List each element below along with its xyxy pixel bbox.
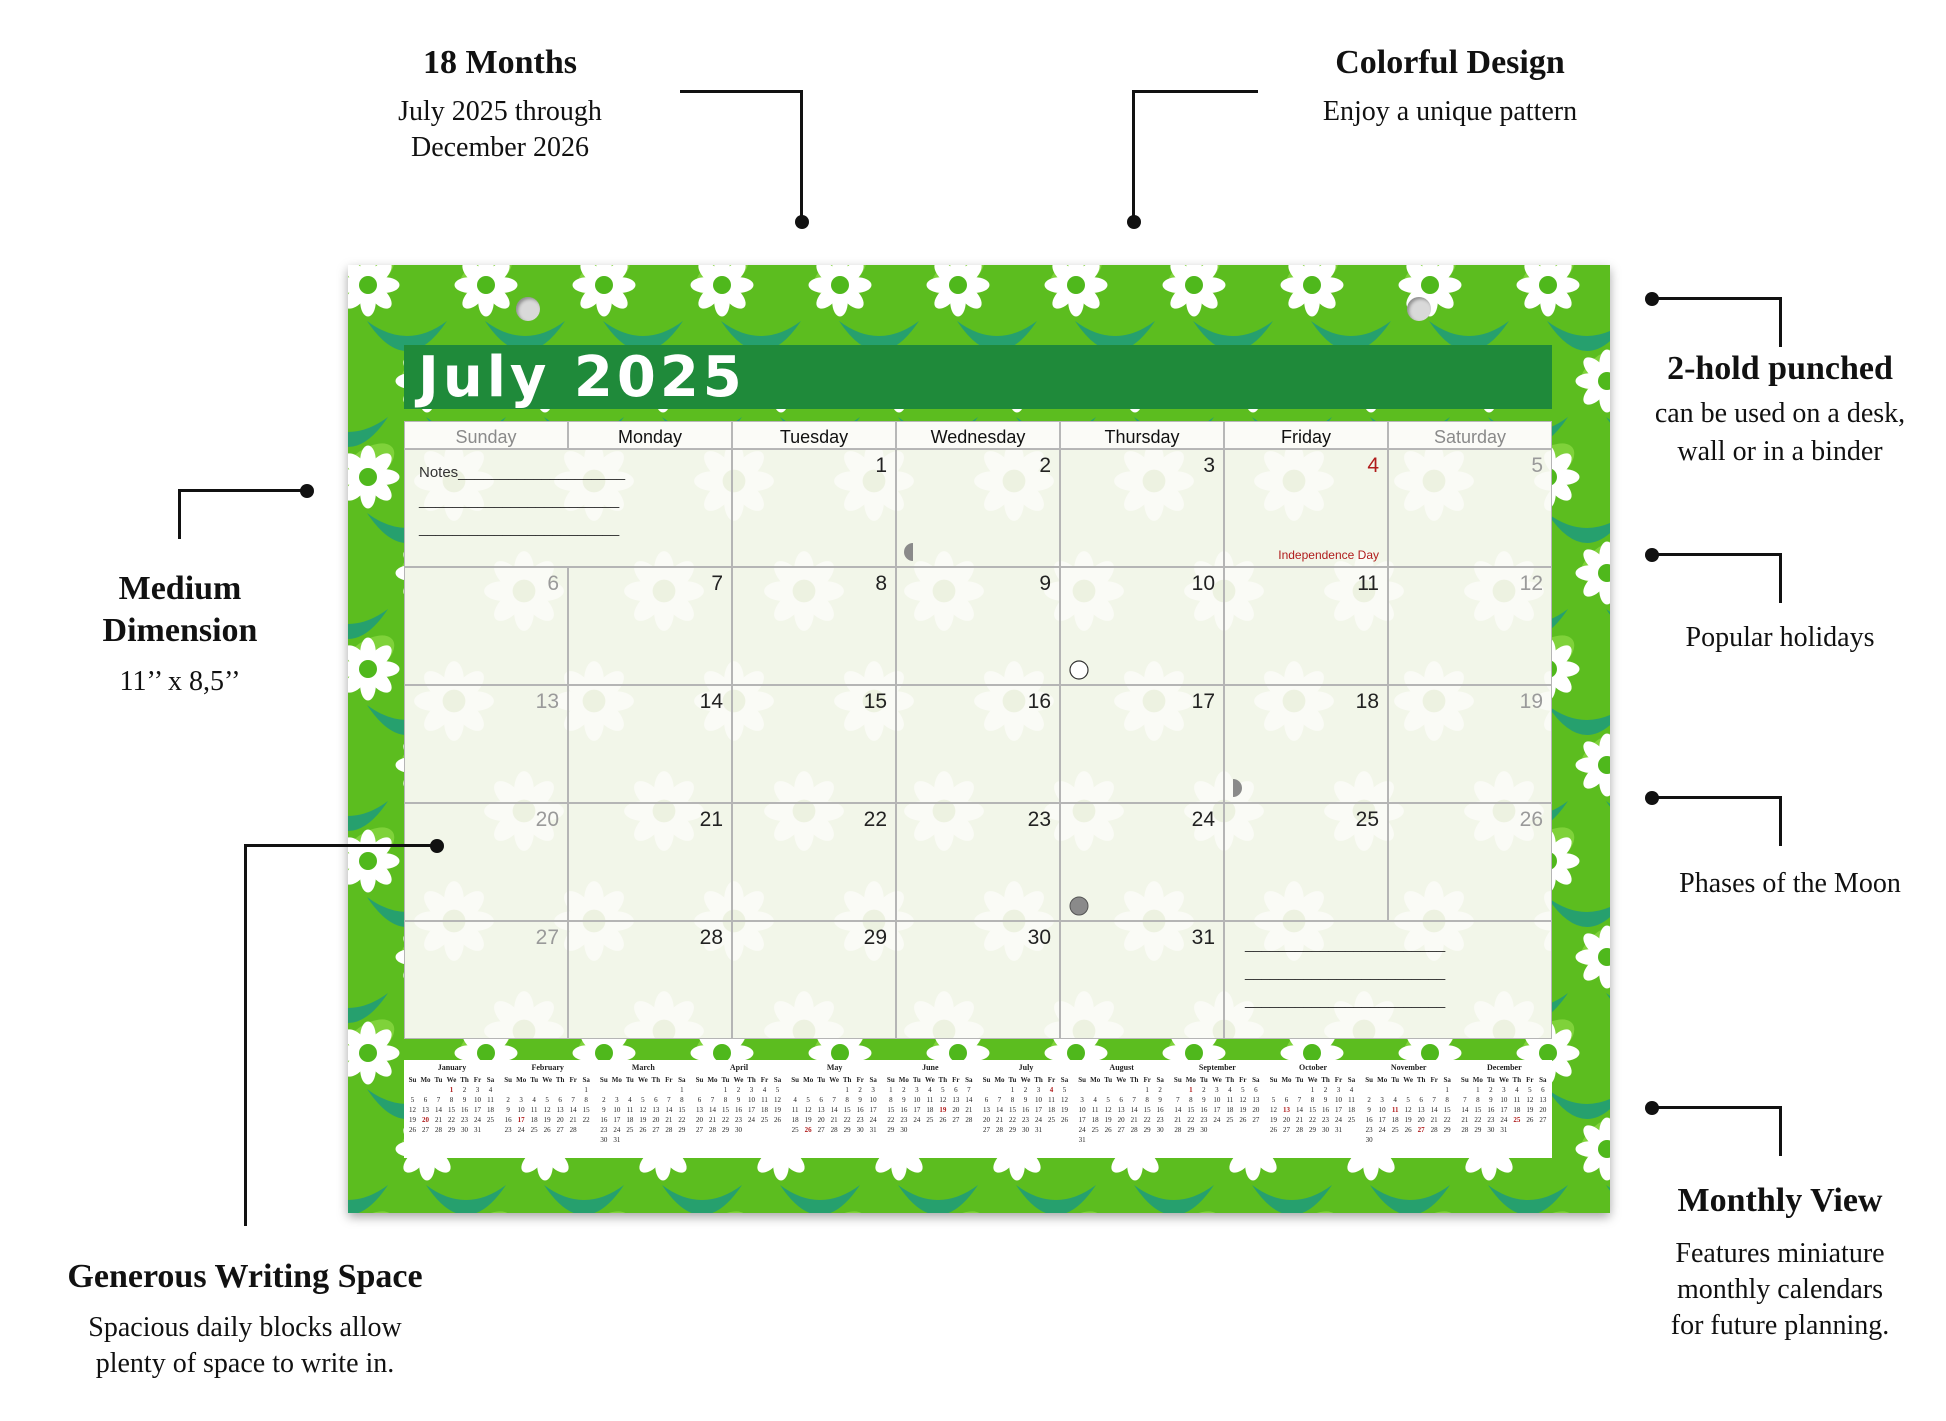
mini-month-name: June: [922, 1063, 939, 1072]
mini-month-february: [502, 1063, 594, 1135]
mini-week-row: 13 14 15 16 17 18 19: [983, 1106, 1068, 1114]
day-cell[interactable]: [404, 803, 568, 921]
day-number: 1: [875, 454, 887, 477]
leader-line: [1779, 297, 1782, 347]
day-number: 10: [1191, 572, 1215, 595]
day-cell[interactable]: [1060, 921, 1224, 1039]
mini-week-row: 28 29 30: [1174, 1126, 1208, 1134]
mini-week-row: 8 9 10 11 12 13 14: [889, 1096, 973, 1104]
day-cell[interactable]: [1388, 803, 1552, 921]
mini-weekday-row: Su Mo Tu We Th Fr Sa: [695, 1076, 782, 1084]
day-cell[interactable]: [1060, 449, 1224, 567]
day-cell[interactable]: [404, 921, 568, 1039]
mini-week-row: 13 14 15 16 17 18 19: [696, 1106, 781, 1114]
leader-line: [800, 90, 803, 220]
day-cell[interactable]: [1224, 803, 1388, 921]
callout-text: can be used on a desk,: [1654, 398, 1906, 429]
day-number: 15: [863, 690, 887, 713]
mini-month-september: [1171, 1063, 1263, 1135]
mini-week-row: 23 24 25 26 27 28 29: [600, 1126, 686, 1134]
day-number: 4: [1367, 454, 1379, 477]
day-number: 18: [1355, 690, 1379, 713]
day-number: 16: [1027, 690, 1051, 713]
day-cell[interactable]: [1060, 803, 1224, 921]
day-number: 14: [699, 690, 723, 713]
mini-month-name: December: [1487, 1063, 1522, 1072]
mini-week-row: 6 7 8 9 10 11 12: [984, 1096, 1068, 1104]
mini-month-name: September: [1198, 1063, 1236, 1072]
leader-dot: [795, 215, 809, 229]
mini-week-row: 9 10 11 12 13 14 15: [602, 1106, 686, 1114]
day-number: 23: [1027, 808, 1051, 831]
day-cell[interactable]: [568, 921, 732, 1039]
mini-month-name: January: [437, 1063, 467, 1072]
mini-week-row: 16 17 18 19 20 21 22: [1365, 1116, 1451, 1124]
punch-hole-left: [516, 297, 540, 321]
day-cell[interactable]: [1388, 567, 1552, 685]
day-number: 24: [1191, 808, 1215, 831]
callout-text: Popular holidays: [1685, 622, 1875, 653]
mini-week-row: 21 22 23 24 25 26 27: [1461, 1116, 1547, 1124]
day-number: 22: [863, 808, 887, 831]
mini-week-row: 6 7 8 9 10 11 12: [697, 1096, 781, 1104]
leader-line: [1779, 1106, 1782, 1156]
callout-text: for future planning.: [1670, 1310, 1890, 1341]
mini-week-row: 2 3 4 5 6 7 8: [1367, 1096, 1449, 1104]
callout-text: July 2025 through: [398, 96, 602, 127]
callout-text: Features miniature: [1675, 1238, 1885, 1269]
mini-week-row: 25 26 27 28 29 30 31: [791, 1126, 877, 1134]
mini-week-row: 10 11 12 13 14 15 16: [1078, 1106, 1164, 1114]
mini-week-row: 31: [1078, 1136, 1086, 1144]
leader-line: [1652, 297, 1782, 300]
day-number: 25: [1355, 808, 1379, 831]
callout-title: 2-hold punched: [1667, 350, 1893, 387]
notes-line: ________________________: [1245, 992, 1446, 1009]
mini-week-row: 18 19 20 21 22 23 24: [791, 1116, 877, 1124]
day-number: 7: [711, 572, 723, 595]
day-number: 19: [1519, 690, 1543, 713]
notes-line: ________________________: [1245, 964, 1446, 981]
leader-line: [1132, 90, 1135, 220]
day-cell[interactable]: [568, 567, 732, 685]
day-number: 21: [699, 808, 723, 831]
mini-week-row: 15 16 17 18 19 20 21: [887, 1106, 973, 1114]
mini-week-row: 30 31: [600, 1136, 621, 1144]
mini-month-march: [597, 1063, 689, 1145]
callout-text: plenty of space to write in.: [95, 1348, 395, 1379]
day-cell[interactable]: [1224, 567, 1388, 685]
mini-month-may: [789, 1063, 881, 1135]
mini-week-row: 9 10 11 12 13 14 15: [506, 1106, 590, 1114]
notes-line: ________________________: [1245, 936, 1446, 953]
day-cell[interactable]: [732, 685, 896, 803]
day-cell[interactable]: [896, 685, 1060, 803]
mini-month-name: August: [1109, 1063, 1134, 1072]
day-cell[interactable]: [732, 921, 896, 1039]
mini-month-name: July: [1018, 1063, 1034, 1072]
day-number: 13: [535, 690, 559, 713]
mini-week-row: 1 2 3: [845, 1086, 875, 1094]
mini-month-july: [980, 1063, 1072, 1135]
mini-week-row: 9 10 11 12 13 14 15: [1367, 1106, 1451, 1114]
leader-dot: [300, 484, 314, 498]
callout-text: Phases of the Moon: [1679, 868, 1901, 899]
day-number: 11: [1357, 572, 1379, 595]
leader-line: [1652, 1106, 1782, 1109]
mini-week-row: 3 4 5 6 7 8 9: [1080, 1096, 1162, 1104]
leader-line: [1652, 553, 1782, 556]
mini-week-row: 2 3 4 5 6 7 8: [506, 1096, 588, 1104]
day-cell[interactable]: [732, 567, 896, 685]
mini-month-january: [406, 1063, 498, 1135]
mini-week-row: 1 2 3 4 5 6: [1189, 1086, 1258, 1094]
notes-line: ________________________: [419, 492, 620, 509]
full-moon-moon-icon: [1069, 660, 1089, 680]
desk-calendar: [348, 265, 1610, 1213]
mini-week-row: 5 6 7 8 9 10 11: [410, 1096, 494, 1104]
day-cell[interactable]: [1060, 567, 1224, 685]
mini-week-row: 22 23 24 25 26 27 28: [887, 1116, 973, 1124]
mini-week-row: 11 12 13 14 15 16 17: [791, 1106, 877, 1114]
day-number: 28: [699, 926, 723, 949]
leader-line: [1132, 90, 1258, 93]
leader-line: [178, 489, 181, 539]
day-cell[interactable]: [896, 567, 1060, 685]
mini-weekday-row: Su Mo Tu We Th Fr Sa: [408, 1076, 495, 1084]
mini-week-row: 20 21 22 23 24 25 26: [983, 1116, 1068, 1124]
day-cell[interactable]: [732, 803, 896, 921]
day-cell[interactable]: [1388, 449, 1552, 567]
mini-week-row: 1: [680, 1086, 684, 1094]
notes-label: Notes____________________: [419, 464, 626, 481]
mini-weekday-row: Su Mo Tu We Th Fr Sa: [982, 1076, 1069, 1084]
leader-line: [1779, 796, 1782, 846]
mini-month-november: [1363, 1063, 1455, 1145]
mini-week-row: 1 2 3 4 5 6: [1476, 1086, 1545, 1094]
callout-text: wall or in a binder: [1677, 436, 1883, 467]
mini-month-june: [884, 1063, 976, 1135]
leader-line: [680, 90, 802, 93]
mini-week-row: 21 22 23 24 25 26 27: [1174, 1116, 1260, 1124]
weekday-header-wednesday: Wednesday: [896, 421, 1060, 449]
day-cell[interactable]: [1060, 685, 1224, 803]
mini-weekday-row: Su Mo Tu We Th Fr Sa: [504, 1076, 590, 1084]
day-number: 6: [547, 572, 559, 595]
mini-week-row: 19 20 21 22 23 24 25: [409, 1116, 494, 1124]
mini-week-row: 29 30: [887, 1126, 908, 1134]
day-cell[interactable]: [896, 803, 1060, 921]
mini-week-row: 28 29 30 31: [1461, 1126, 1508, 1134]
mini-week-row: 16 17 18 19 20 21 22: [504, 1116, 590, 1124]
mini-week-row: 26 27 28 29 30 31: [1270, 1126, 1342, 1134]
callout-title: 18 Months: [423, 44, 577, 81]
weekday-header-saturday: Saturday: [1388, 421, 1552, 449]
mini-week-row: 1: [1445, 1086, 1449, 1094]
day-number: 2: [1039, 454, 1051, 477]
mini-weekday-row: Su Mo Tu We Th Fr Sa: [1173, 1076, 1260, 1084]
leader-line: [244, 844, 247, 1226]
mini-week-row: 1 2 3 4: [1310, 1086, 1354, 1094]
mini-weekday-row: Su Mo Tu We Th Fr Sa: [1460, 1076, 1547, 1084]
mini-week-row: 23 24 25 26 27 28: [504, 1126, 577, 1134]
mini-week-row: 7 8 9 10 11 12 13: [1176, 1096, 1260, 1104]
callout-text: December 2026: [410, 132, 590, 163]
day-cell[interactable]: [896, 921, 1060, 1039]
notes-line: ________________________: [419, 520, 620, 537]
mini-week-row: 17 18 19 20 21 22 23: [1078, 1116, 1164, 1124]
mini-weekday-row: Su Mo Tu We Th Fr Sa: [1078, 1076, 1164, 1084]
mini-month-december: [1458, 1063, 1550, 1135]
leader-line: [178, 489, 302, 492]
weekday-header-thursday: Thursday: [1060, 421, 1224, 449]
mini-week-row: 2 3 4 5 6 7 8: [602, 1096, 684, 1104]
mini-week-row: 24 25 26 27 28 29 30: [1078, 1126, 1164, 1134]
mini-weekday-row: Su Mo Tu We Th Fr Sa: [1365, 1076, 1451, 1084]
day-number: 5: [1531, 454, 1543, 477]
day-cell[interactable]: [896, 449, 1060, 567]
mini-week-row: 19 20 21 22 23 24 25: [1270, 1116, 1355, 1124]
mini-month-name: May: [826, 1063, 843, 1072]
mini-calendars-strip: [404, 1060, 1552, 1158]
mini-week-row: 5 6 7 8 9 10 11: [1271, 1096, 1355, 1104]
mini-month-name: March: [631, 1063, 655, 1072]
day-cell[interactable]: [568, 803, 732, 921]
mini-week-row: 23 24 25 26 27 28 29: [1365, 1126, 1451, 1134]
mini-weekday-row: Su Mo Tu We Th Fr Sa: [791, 1076, 877, 1084]
leader-line: [1779, 553, 1782, 603]
callout-text: 11’’ x 8,5’’: [119, 666, 241, 697]
callout-title: Generous Writing Space: [67, 1258, 423, 1295]
mini-month-name: October: [1299, 1063, 1327, 1072]
mini-week-row: 27 28 29 30 31: [983, 1126, 1042, 1134]
day-number: 26: [1519, 808, 1543, 831]
first-quarter-moon-icon: [903, 542, 923, 562]
mini-month-april: [693, 1063, 785, 1135]
day-number: 8: [875, 572, 887, 595]
mini-weekday-row: Su Mo Tu We Th Fr Sa: [599, 1076, 686, 1084]
callout-title: Dimension: [102, 612, 258, 649]
weekday-header-tuesday: Tuesday: [732, 421, 896, 449]
day-number: 17: [1191, 690, 1215, 713]
callout-title: Monthly View: [1677, 1182, 1883, 1219]
day-number: 3: [1203, 454, 1215, 477]
day-number: 9: [1039, 572, 1051, 595]
day-cell[interactable]: [1224, 685, 1388, 803]
mini-month-october: [1267, 1063, 1359, 1135]
weekday-header-sunday: Sunday: [404, 421, 568, 449]
day-cell[interactable]: [1388, 685, 1552, 803]
mini-month-name: November: [1390, 1063, 1427, 1072]
day-number: 12: [1519, 572, 1543, 595]
mini-week-row: 12 13 14 15 16 17 18: [409, 1106, 494, 1114]
day-cell[interactable]: [732, 449, 896, 567]
weekday-header-monday: Monday: [568, 421, 732, 449]
day-cell[interactable]: [404, 685, 568, 803]
notes-block[interactable]: [404, 449, 732, 567]
weekday-header-friday: Friday: [1224, 421, 1388, 449]
day-number: 20: [535, 808, 559, 831]
holiday-label: Independence Day: [1278, 548, 1379, 562]
punch-hole-right: [1407, 297, 1431, 321]
month-grid: [404, 421, 1552, 1039]
mini-week-row: 1 2: [1145, 1086, 1162, 1094]
mini-month-name: April: [729, 1063, 749, 1072]
callout-text: monthly calendars: [1676, 1274, 1884, 1305]
mini-week-row: 30: [1365, 1136, 1373, 1144]
mini-week-row: 26 27 28 29 30 31: [409, 1126, 481, 1134]
leader-line: [1652, 796, 1782, 799]
mini-week-row: 1 2 3 4: [449, 1086, 493, 1094]
mini-week-row: 7 8 9 10 11 12 13: [1463, 1096, 1547, 1104]
leader-line: [244, 844, 434, 847]
last-quarter-moon-icon: [1223, 778, 1243, 798]
month-banner: [404, 345, 1552, 409]
mini-week-row: 14 15 16 17 18 19 20: [1461, 1106, 1547, 1114]
mini-week-row: 1 2 3 4 5: [1010, 1086, 1067, 1094]
mini-week-row: 14 15 16 17 18 19 20: [1174, 1106, 1260, 1114]
month-title: July 2025: [418, 345, 746, 410]
day-number: 29: [863, 926, 887, 949]
mini-week-row: 4 5 6 7 8 9 10: [793, 1096, 877, 1104]
day-number: 27: [535, 926, 559, 949]
mini-week-row: 12 13 14 15 16 17 18: [1270, 1106, 1355, 1114]
mini-week-row: 1 2 3 4 5: [723, 1086, 780, 1094]
day-cell[interactable]: [404, 567, 568, 685]
new-moon-moon-icon: [1069, 896, 1089, 916]
callout-title: Medium: [118, 570, 242, 607]
mini-month-august: [1076, 1063, 1168, 1145]
mini-week-row: 16 17 18 19 20 21 22: [600, 1116, 686, 1124]
mini-week-row: 1: [584, 1086, 588, 1094]
callout-text: Spacious daily blocks allow: [88, 1312, 402, 1343]
callout-text: Enjoy a unique pattern: [1322, 96, 1578, 127]
mini-month-name: February: [531, 1063, 564, 1072]
leader-dot: [1127, 215, 1141, 229]
mini-weekday-row: Su Mo Tu We Th Fr Sa: [886, 1076, 973, 1084]
end-notes-block[interactable]: [1224, 921, 1552, 1039]
callout-title: Colorful Design: [1335, 44, 1565, 81]
day-cell[interactable]: [568, 685, 732, 803]
mini-weekday-row: Su Mo Tu We Th Fr Sa: [1269, 1076, 1356, 1084]
mini-week-row: 27 28 29 30: [696, 1126, 742, 1134]
mini-week-row: 20 21 22 23 24 25 26: [696, 1116, 781, 1124]
day-number: 31: [1191, 926, 1215, 949]
mini-week-row: 1 2 3 4 5 6 7: [889, 1086, 971, 1094]
day-number: 30: [1027, 926, 1051, 949]
day-cell[interactable]: [1224, 449, 1388, 567]
